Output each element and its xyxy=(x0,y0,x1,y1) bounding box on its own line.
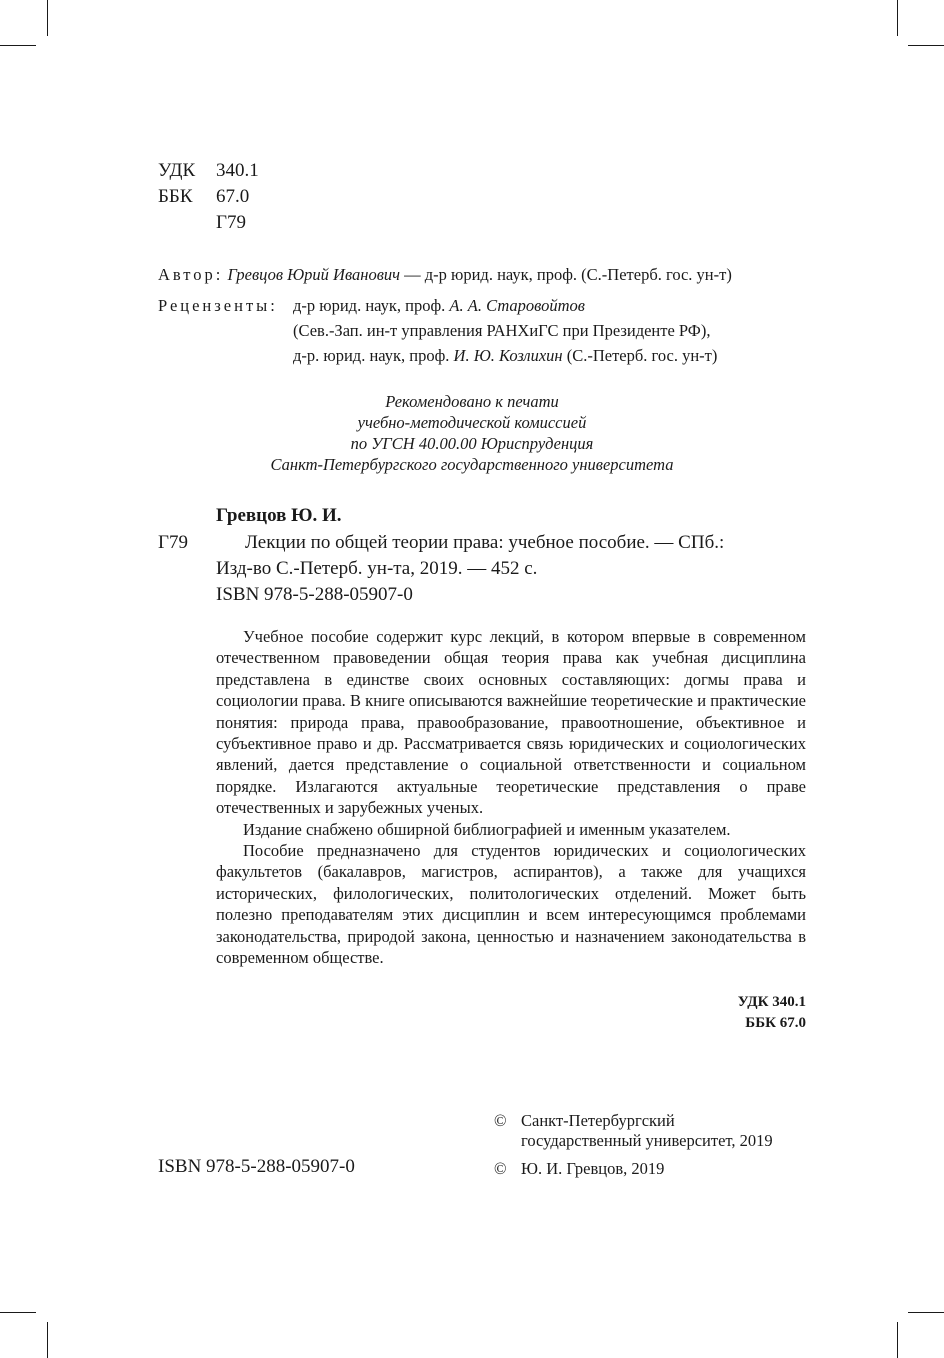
entry-isbn: ISBN 978-5-288-05907-0 xyxy=(216,584,413,605)
entry-author: Гревцов Ю. И. xyxy=(216,505,342,526)
udk-label: УДК xyxy=(158,160,196,181)
reviewer-1-line xyxy=(293,296,585,316)
author-label: Автор: xyxy=(158,265,224,284)
crop-mark-bottom-left-v xyxy=(47,1322,48,1358)
reviewer-1-affiliation: (Сев.-Зап. ин-т управления РАНХиГС при Президенте РФ), xyxy=(293,321,711,340)
recommendation-line: по УГСН 40.00.00 Юриспруденция xyxy=(350,434,594,453)
recommendation-line: Санкт-Петербургского государственного университета xyxy=(270,455,674,474)
recommendation-line: учебно-методической комиссией xyxy=(357,413,587,432)
copyright-symbol: © xyxy=(494,1111,507,1130)
copyright-symbol: © xyxy=(494,1159,507,1178)
reviewer-1-prefix: д-р юрид. наук, проф. xyxy=(293,296,450,315)
bbk-value: 67.0 xyxy=(216,186,250,207)
abstract-paragraph: Учебное пособие содержит курс лекций, в котором впервые в современном отечественном правоведении общая теория права как учебная дисциплина представлена в единстве своих основных составляющих: догмы права и социологии права. В книге описываются важнейшие теоретические и практические понятия: природа права, правообразование, правоотношение, объективное и субъективное право и др. Рассматривается связь юридических и социологических явлений, дается представление о социальной ответственности и социальном порядке. Излагаются актуальные теоретические представления о праве отечественных и зарубежных ученых. xyxy=(216,627,806,818)
reviewer-2-line xyxy=(293,346,717,366)
crop-mark-top-left-h xyxy=(0,45,36,46)
author-mark: Г79 xyxy=(216,212,246,233)
reviewer-2-affiliation: (С.-Петерб. гос. ун-т) xyxy=(562,346,718,365)
crop-mark-top-right-v xyxy=(897,0,898,36)
recommendation-line: Рекомендовано к печати xyxy=(385,392,559,411)
crop-mark-bottom-right-h xyxy=(908,1312,944,1313)
abstract-paragraph: Пособие предназначено для студентов юридических и социологических факультетов (бакалавров, магистров, аспирантов), а также для учащихся исторических, филологических, политологических отделений. Может быть полезно преподавателям этих дисциплин и всем интересующимся проблемами законодательства, природой закона, ценностью и назначением законодательства в современном обществе. xyxy=(216,841,806,968)
reviewers-label: Рецензенты: xyxy=(158,296,278,315)
crop-mark-top-right-h xyxy=(908,45,944,46)
entry-publisher-line: Изд-во С.-Петерб. ун-та, 2019. — 452 с. xyxy=(216,558,538,579)
reviewer-2-prefix: д-р. юрид. наук, проф. xyxy=(293,346,454,365)
crop-mark-top-left-v xyxy=(47,0,48,36)
author-credit xyxy=(158,265,732,285)
codes-udk: УДК 340.1 xyxy=(737,994,806,1010)
codes-bbk: ББК 67.0 xyxy=(745,1015,806,1031)
footer-isbn: ISBN 978-5-288-05907-0 xyxy=(158,1156,355,1177)
bbk-label: ББК xyxy=(158,186,193,207)
reviewer-2-name: И. Ю. Козлихин xyxy=(453,346,563,365)
entry-title-line: Лекции по общей теории права: учебное пособие. — СПб.: xyxy=(245,532,725,553)
reviewer-1-name: А. А. Старовойтов xyxy=(449,296,585,315)
copyright-holder-line-1: Санкт-Петербургский xyxy=(521,1111,675,1130)
author-name: Гревцов Юрий Иванович xyxy=(227,265,400,284)
abstract xyxy=(216,626,806,969)
copyright-holder-line-2: государственный университет, 2019 xyxy=(521,1131,773,1150)
crop-mark-bottom-left-h xyxy=(0,1312,36,1313)
udk-value: 340.1 xyxy=(216,160,259,181)
entry-mark: Г79 xyxy=(158,532,188,553)
copyright-author: Ю. И. Гревцов, 2019 xyxy=(521,1159,665,1178)
crop-mark-bottom-right-v xyxy=(897,1322,898,1358)
author-details: — д-р юрид. наук, проф. (С.-Петерб. гос. ун-т) xyxy=(400,265,732,284)
abstract-paragraph: Издание снабжено обширной библиографией и именным указателем. xyxy=(243,819,731,839)
